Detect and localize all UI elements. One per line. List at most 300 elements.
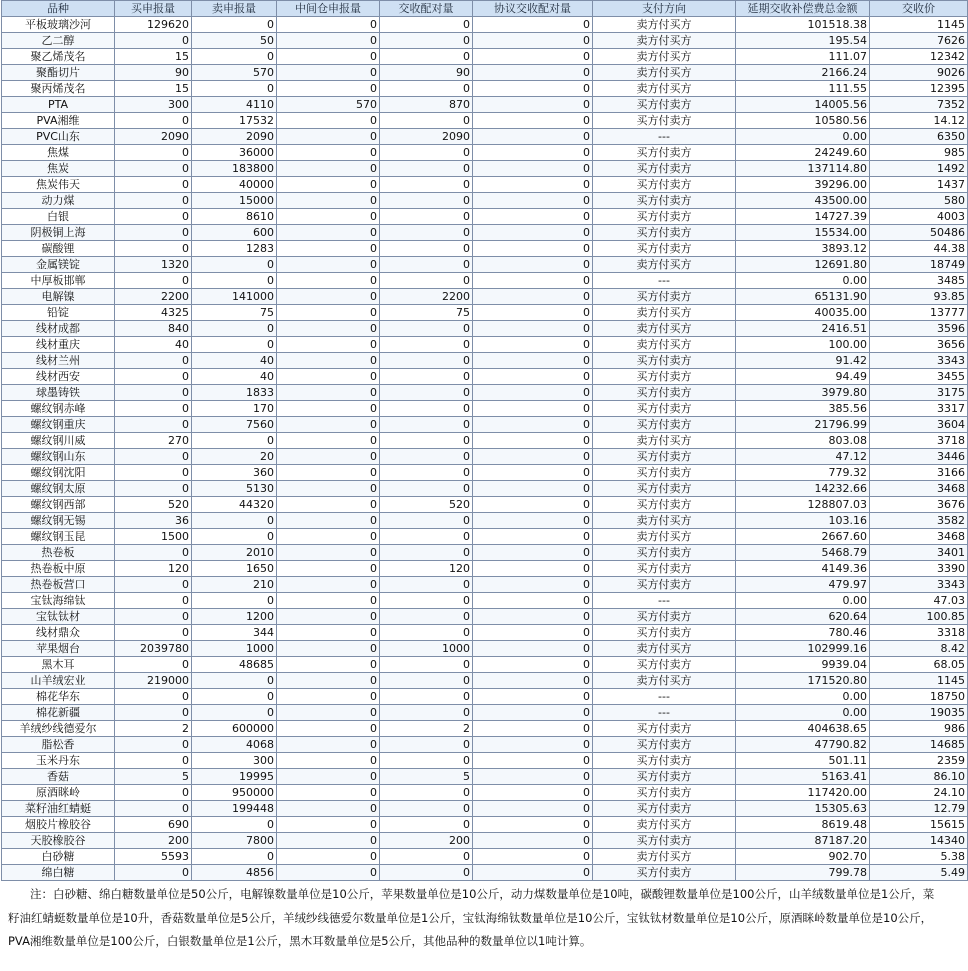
cell-delivery-price: 93.85 bbox=[870, 289, 968, 305]
cell-delivery-matched: 0 bbox=[380, 481, 473, 497]
cell-compensation-total: 40035.00 bbox=[736, 305, 870, 321]
cell-payment-direction: 买方付卖方 bbox=[593, 161, 736, 177]
cell-delivery-price: 3468 bbox=[870, 529, 968, 545]
cell-compensation-total: 0.00 bbox=[736, 705, 870, 721]
cell-intermediate-declared: 0 bbox=[277, 529, 380, 545]
table-row bbox=[2, 849, 968, 865]
cell-delivery-matched: 90 bbox=[380, 65, 473, 81]
cell-delivery-price: 3343 bbox=[870, 353, 968, 369]
cell-delivery-price: 7626 bbox=[870, 33, 968, 49]
cell-buy-declared: 0 bbox=[115, 385, 192, 401]
table-row bbox=[2, 737, 968, 753]
cell-agreement-matched: 0 bbox=[473, 33, 593, 49]
cell-delivery-matched: 0 bbox=[380, 337, 473, 353]
cell-agreement-matched: 0 bbox=[473, 97, 593, 113]
cell-variety: 中厚板邯郸 bbox=[2, 273, 115, 289]
cell-intermediate-declared: 0 bbox=[277, 129, 380, 145]
table-row bbox=[2, 673, 968, 689]
cell-delivery-price: 7352 bbox=[870, 97, 968, 113]
cell-payment-direction: 买方付卖方 bbox=[593, 577, 736, 593]
cell-sell-declared: 7800 bbox=[192, 833, 277, 849]
cell-sell-declared: 170 bbox=[192, 401, 277, 417]
cell-sell-declared: 17532 bbox=[192, 113, 277, 129]
cell-intermediate-declared: 0 bbox=[277, 273, 380, 289]
cell-intermediate-declared: 0 bbox=[277, 433, 380, 449]
cell-intermediate-declared: 0 bbox=[277, 721, 380, 737]
cell-intermediate-declared: 0 bbox=[277, 577, 380, 593]
cell-sell-declared: 0 bbox=[192, 705, 277, 721]
cell-intermediate-declared: 0 bbox=[277, 513, 380, 529]
cell-payment-direction: 卖方付买方 bbox=[593, 673, 736, 689]
cell-buy-declared: 0 bbox=[115, 625, 192, 641]
table-row bbox=[2, 257, 968, 273]
cell-compensation-total: 102999.16 bbox=[736, 641, 870, 657]
cell-payment-direction: 卖方付买方 bbox=[593, 257, 736, 273]
cell-variety: 烟胶片橡胶谷 bbox=[2, 817, 115, 833]
cell-delivery-matched: 0 bbox=[380, 529, 473, 545]
cell-variety: 香菇 bbox=[2, 769, 115, 785]
cell-agreement-matched: 0 bbox=[473, 417, 593, 433]
cell-variety: 线材重庆 bbox=[2, 337, 115, 353]
cell-delivery-price: 3596 bbox=[870, 321, 968, 337]
cell-delivery-matched: 0 bbox=[380, 449, 473, 465]
table-row bbox=[2, 305, 968, 321]
cell-sell-declared: 40 bbox=[192, 353, 277, 369]
cell-payment-direction: 卖方付买方 bbox=[593, 33, 736, 49]
cell-sell-declared: 0 bbox=[192, 257, 277, 273]
cell-delivery-price: 15615 bbox=[870, 817, 968, 833]
cell-intermediate-declared: 0 bbox=[277, 401, 380, 417]
cell-sell-declared: 0 bbox=[192, 321, 277, 337]
cell-variety: 白银 bbox=[2, 209, 115, 225]
cell-delivery-price: 3604 bbox=[870, 417, 968, 433]
cell-buy-declared: 0 bbox=[115, 609, 192, 625]
cell-delivery-price: 3455 bbox=[870, 369, 968, 385]
cell-delivery-price: 3166 bbox=[870, 465, 968, 481]
cell-payment-direction: 卖方付买方 bbox=[593, 529, 736, 545]
cell-delivery-matched: 0 bbox=[380, 785, 473, 801]
cell-buy-declared: 15 bbox=[115, 49, 192, 65]
table-row bbox=[2, 321, 968, 337]
cell-compensation-total: 0.00 bbox=[736, 273, 870, 289]
cell-compensation-total: 9939.04 bbox=[736, 657, 870, 673]
cell-delivery-matched: 520 bbox=[380, 497, 473, 513]
cell-sell-declared: 75 bbox=[192, 305, 277, 321]
cell-agreement-matched: 0 bbox=[473, 401, 593, 417]
cell-compensation-total: 43500.00 bbox=[736, 193, 870, 209]
cell-intermediate-declared: 0 bbox=[277, 769, 380, 785]
cell-delivery-price: 2359 bbox=[870, 753, 968, 769]
cell-sell-declared: 210 bbox=[192, 577, 277, 593]
cell-delivery-price: 19035 bbox=[870, 705, 968, 721]
cell-variety: 棉花新疆 bbox=[2, 705, 115, 721]
cell-compensation-total: 171520.80 bbox=[736, 673, 870, 689]
cell-compensation-total: 803.08 bbox=[736, 433, 870, 449]
cell-sell-declared: 20 bbox=[192, 449, 277, 465]
cell-compensation-total: 0.00 bbox=[736, 593, 870, 609]
cell-agreement-matched: 0 bbox=[473, 785, 593, 801]
table-row bbox=[2, 481, 968, 497]
cell-intermediate-declared: 0 bbox=[277, 161, 380, 177]
table-row bbox=[2, 545, 968, 561]
cell-buy-declared: 90 bbox=[115, 65, 192, 81]
cell-delivery-matched: 0 bbox=[380, 753, 473, 769]
cell-delivery-matched: 0 bbox=[380, 385, 473, 401]
cell-agreement-matched: 0 bbox=[473, 81, 593, 97]
cell-buy-declared: 200 bbox=[115, 833, 192, 849]
cell-sell-declared: 1650 bbox=[192, 561, 277, 577]
cell-payment-direction: 买方付卖方 bbox=[593, 289, 736, 305]
cell-delivery-price: 50486 bbox=[870, 225, 968, 241]
cell-payment-direction: 卖方付买方 bbox=[593, 305, 736, 321]
cell-compensation-total: 65131.90 bbox=[736, 289, 870, 305]
cell-compensation-total: 39296.00 bbox=[736, 177, 870, 193]
cell-sell-declared: 0 bbox=[192, 17, 277, 33]
cell-payment-direction: 买方付卖方 bbox=[593, 657, 736, 673]
cell-compensation-total: 0.00 bbox=[736, 689, 870, 705]
cell-buy-declared: 2 bbox=[115, 721, 192, 737]
cell-sell-declared: 0 bbox=[192, 849, 277, 865]
cell-delivery-matched: 0 bbox=[380, 465, 473, 481]
cell-buy-declared: 520 bbox=[115, 497, 192, 513]
cell-delivery-matched: 0 bbox=[380, 17, 473, 33]
cell-intermediate-declared: 570 bbox=[277, 97, 380, 113]
cell-sell-declared: 0 bbox=[192, 817, 277, 833]
table-row bbox=[2, 513, 968, 529]
cell-delivery-matched: 0 bbox=[380, 705, 473, 721]
cell-delivery-matched: 0 bbox=[380, 737, 473, 753]
cell-sell-declared: 0 bbox=[192, 513, 277, 529]
cell-sell-declared: 300 bbox=[192, 753, 277, 769]
cell-agreement-matched: 0 bbox=[473, 497, 593, 513]
table-row bbox=[2, 705, 968, 721]
cell-delivery-matched: 200 bbox=[380, 833, 473, 849]
cell-buy-declared: 0 bbox=[115, 577, 192, 593]
cell-sell-declared: 0 bbox=[192, 273, 277, 289]
cell-intermediate-declared: 0 bbox=[277, 705, 380, 721]
cell-agreement-matched: 0 bbox=[473, 865, 593, 881]
cell-payment-direction: 买方付卖方 bbox=[593, 113, 736, 129]
cell-variety: 山羊绒宏业 bbox=[2, 673, 115, 689]
cell-delivery-matched: 0 bbox=[380, 177, 473, 193]
table-row bbox=[2, 593, 968, 609]
cell-delivery-price: 1437 bbox=[870, 177, 968, 193]
table-row bbox=[2, 97, 968, 113]
table-row bbox=[2, 609, 968, 625]
cell-sell-declared: 4110 bbox=[192, 97, 277, 113]
table-row bbox=[2, 753, 968, 769]
cell-delivery-price: 3676 bbox=[870, 497, 968, 513]
cell-intermediate-declared: 0 bbox=[277, 625, 380, 641]
cell-payment-direction: 买方付卖方 bbox=[593, 177, 736, 193]
cell-delivery-matched: 0 bbox=[380, 849, 473, 865]
cell-compensation-total: 47.12 bbox=[736, 449, 870, 465]
cell-variety: 阴极铜上海 bbox=[2, 225, 115, 241]
cell-sell-declared: 19995 bbox=[192, 769, 277, 785]
cell-variety: 线材鼎众 bbox=[2, 625, 115, 641]
table-row bbox=[2, 497, 968, 513]
cell-agreement-matched: 0 bbox=[473, 753, 593, 769]
cell-delivery-price: 3343 bbox=[870, 577, 968, 593]
cell-compensation-total: 5163.41 bbox=[736, 769, 870, 785]
table-row bbox=[2, 337, 968, 353]
cell-intermediate-declared: 0 bbox=[277, 417, 380, 433]
cell-buy-declared: 0 bbox=[115, 449, 192, 465]
cell-delivery-price: 985 bbox=[870, 145, 968, 161]
cell-variety: 线材兰州 bbox=[2, 353, 115, 369]
cell-delivery-price: 5.49 bbox=[870, 865, 968, 881]
cell-buy-declared: 0 bbox=[115, 481, 192, 497]
cell-compensation-total: 47790.82 bbox=[736, 737, 870, 753]
table-row bbox=[2, 577, 968, 593]
cell-sell-declared: 0 bbox=[192, 49, 277, 65]
table-body bbox=[2, 17, 968, 881]
cell-buy-declared: 0 bbox=[115, 113, 192, 129]
cell-payment-direction: --- bbox=[593, 689, 736, 705]
cell-agreement-matched: 0 bbox=[473, 337, 593, 353]
table-row bbox=[2, 209, 968, 225]
cell-sell-declared: 40000 bbox=[192, 177, 277, 193]
cell-variety: 聚乙烯茂名 bbox=[2, 49, 115, 65]
table-row bbox=[2, 641, 968, 657]
cell-agreement-matched: 0 bbox=[473, 17, 593, 33]
cell-delivery-matched: 0 bbox=[380, 49, 473, 65]
cell-variety: 动力煤 bbox=[2, 193, 115, 209]
cell-delivery-price: 3175 bbox=[870, 385, 968, 401]
cell-intermediate-declared: 0 bbox=[277, 257, 380, 273]
cell-intermediate-declared: 0 bbox=[277, 193, 380, 209]
cell-agreement-matched: 0 bbox=[473, 385, 593, 401]
cell-delivery-matched: 0 bbox=[380, 209, 473, 225]
cell-variety: 苹果烟台 bbox=[2, 641, 115, 657]
cell-agreement-matched: 0 bbox=[473, 129, 593, 145]
cell-agreement-matched: 0 bbox=[473, 817, 593, 833]
cell-delivery-matched: 0 bbox=[380, 657, 473, 673]
cell-variety: 热卷板营口 bbox=[2, 577, 115, 593]
cell-buy-declared: 219000 bbox=[115, 673, 192, 689]
cell-agreement-matched: 0 bbox=[473, 273, 593, 289]
table-row bbox=[2, 401, 968, 417]
cell-compensation-total: 12691.80 bbox=[736, 257, 870, 273]
cell-payment-direction: 买方付卖方 bbox=[593, 369, 736, 385]
col-header-sell-declared: 卖申报量 bbox=[192, 1, 277, 17]
cell-buy-declared: 690 bbox=[115, 817, 192, 833]
cell-payment-direction: --- bbox=[593, 593, 736, 609]
cell-buy-declared: 0 bbox=[115, 753, 192, 769]
cell-sell-declared: 344 bbox=[192, 625, 277, 641]
cell-payment-direction: 卖方付买方 bbox=[593, 817, 736, 833]
cell-compensation-total: 21796.99 bbox=[736, 417, 870, 433]
cell-agreement-matched: 0 bbox=[473, 49, 593, 65]
cell-intermediate-declared: 0 bbox=[277, 225, 380, 241]
cell-intermediate-declared: 0 bbox=[277, 497, 380, 513]
cell-delivery-price: 3468 bbox=[870, 481, 968, 497]
cell-agreement-matched: 0 bbox=[473, 657, 593, 673]
cell-payment-direction: 卖方付买方 bbox=[593, 81, 736, 97]
cell-agreement-matched: 0 bbox=[473, 241, 593, 257]
cell-compensation-total: 0.00 bbox=[736, 129, 870, 145]
cell-delivery-price: 47.03 bbox=[870, 593, 968, 609]
cell-payment-direction: --- bbox=[593, 273, 736, 289]
cell-delivery-matched: 2200 bbox=[380, 289, 473, 305]
cell-payment-direction: 买方付卖方 bbox=[593, 737, 736, 753]
cell-delivery-price: 18750 bbox=[870, 689, 968, 705]
cell-buy-declared: 1500 bbox=[115, 529, 192, 545]
cell-compensation-total: 94.49 bbox=[736, 369, 870, 385]
cell-payment-direction: 买方付卖方 bbox=[593, 145, 736, 161]
cell-delivery-matched: 0 bbox=[380, 545, 473, 561]
cell-variety: 绵白糖 bbox=[2, 865, 115, 881]
cell-compensation-total: 5468.79 bbox=[736, 545, 870, 561]
cell-intermediate-declared: 0 bbox=[277, 753, 380, 769]
cell-delivery-price: 3401 bbox=[870, 545, 968, 561]
cell-buy-declared: 15 bbox=[115, 81, 192, 97]
cell-agreement-matched: 0 bbox=[473, 673, 593, 689]
cell-intermediate-declared: 0 bbox=[277, 801, 380, 817]
cell-delivery-price: 580 bbox=[870, 193, 968, 209]
cell-sell-declared: 15000 bbox=[192, 193, 277, 209]
cell-buy-declared: 0 bbox=[115, 545, 192, 561]
cell-delivery-price: 9026 bbox=[870, 65, 968, 81]
cell-delivery-matched: 120 bbox=[380, 561, 473, 577]
cell-payment-direction: 卖方付买方 bbox=[593, 513, 736, 529]
cell-agreement-matched: 0 bbox=[473, 113, 593, 129]
cell-delivery-matched: 0 bbox=[380, 353, 473, 369]
cell-delivery-matched: 870 bbox=[380, 97, 473, 113]
cell-variety: 电解镍 bbox=[2, 289, 115, 305]
cell-delivery-matched: 0 bbox=[380, 865, 473, 881]
cell-delivery-matched: 2090 bbox=[380, 129, 473, 145]
cell-agreement-matched: 0 bbox=[473, 849, 593, 865]
cell-buy-declared: 0 bbox=[115, 737, 192, 753]
cell-compensation-total: 137114.80 bbox=[736, 161, 870, 177]
cell-delivery-price: 8.42 bbox=[870, 641, 968, 657]
cell-intermediate-declared: 0 bbox=[277, 833, 380, 849]
col-header-payment-direction: 支付方向 bbox=[593, 1, 736, 17]
cell-variety: 螺纹钢玉昆 bbox=[2, 529, 115, 545]
cell-sell-declared: 199448 bbox=[192, 801, 277, 817]
cell-buy-declared: 0 bbox=[115, 193, 192, 209]
cell-sell-declared: 0 bbox=[192, 529, 277, 545]
cell-intermediate-declared: 0 bbox=[277, 337, 380, 353]
cell-payment-direction: 卖方付买方 bbox=[593, 337, 736, 353]
cell-variety: 螺纹钢太原 bbox=[2, 481, 115, 497]
cell-buy-declared: 300 bbox=[115, 97, 192, 113]
cell-variety: 乙二醇 bbox=[2, 33, 115, 49]
table-row bbox=[2, 225, 968, 241]
cell-delivery-price: 3318 bbox=[870, 625, 968, 641]
cell-delivery-matched: 0 bbox=[380, 401, 473, 417]
col-header-buy-declared: 买申报量 bbox=[115, 1, 192, 17]
cell-delivery-price: 1145 bbox=[870, 673, 968, 689]
cell-buy-declared: 0 bbox=[115, 785, 192, 801]
cell-delivery-matched: 0 bbox=[380, 817, 473, 833]
cell-payment-direction: 买方付卖方 bbox=[593, 209, 736, 225]
cell-buy-declared: 0 bbox=[115, 225, 192, 241]
cell-intermediate-declared: 0 bbox=[277, 65, 380, 81]
cell-delivery-price: 12395 bbox=[870, 81, 968, 97]
cell-delivery-matched: 0 bbox=[380, 161, 473, 177]
cell-delivery-matched: 75 bbox=[380, 305, 473, 321]
cell-delivery-matched: 0 bbox=[380, 81, 473, 97]
cell-buy-declared: 129620 bbox=[115, 17, 192, 33]
cell-delivery-matched: 2 bbox=[380, 721, 473, 737]
table-row bbox=[2, 65, 968, 81]
cell-agreement-matched: 0 bbox=[473, 65, 593, 81]
cell-payment-direction: 买方付卖方 bbox=[593, 385, 736, 401]
cell-sell-declared: 0 bbox=[192, 673, 277, 689]
cell-delivery-price: 13777 bbox=[870, 305, 968, 321]
cell-variety: 宝钛海绵钛 bbox=[2, 593, 115, 609]
cell-intermediate-declared: 0 bbox=[277, 353, 380, 369]
table-row bbox=[2, 49, 968, 65]
cell-delivery-price: 3446 bbox=[870, 449, 968, 465]
col-header-agreement-matched: 协议交收配对量 bbox=[473, 1, 593, 17]
cell-delivery-matched: 0 bbox=[380, 433, 473, 449]
table-row bbox=[2, 785, 968, 801]
cell-compensation-total: 87187.20 bbox=[736, 833, 870, 849]
cell-payment-direction: 卖方付买方 bbox=[593, 49, 736, 65]
cell-buy-declared: 0 bbox=[115, 177, 192, 193]
cell-compensation-total: 4149.36 bbox=[736, 561, 870, 577]
cell-compensation-total: 15305.63 bbox=[736, 801, 870, 817]
col-header-variety: 品种 bbox=[2, 1, 115, 17]
cell-variety: 棉花华东 bbox=[2, 689, 115, 705]
cell-agreement-matched: 0 bbox=[473, 257, 593, 273]
cell-agreement-matched: 0 bbox=[473, 705, 593, 721]
cell-delivery-price: 6350 bbox=[870, 129, 968, 145]
cell-intermediate-declared: 0 bbox=[277, 657, 380, 673]
col-header-delivery-price: 交收价 bbox=[870, 1, 968, 17]
cell-intermediate-declared: 0 bbox=[277, 609, 380, 625]
cell-compensation-total: 620.64 bbox=[736, 609, 870, 625]
cell-sell-declared: 600 bbox=[192, 225, 277, 241]
cell-buy-declared: 40 bbox=[115, 337, 192, 353]
cell-delivery-price: 12.79 bbox=[870, 801, 968, 817]
cell-buy-declared: 270 bbox=[115, 433, 192, 449]
cell-agreement-matched: 0 bbox=[473, 145, 593, 161]
cell-buy-declared: 0 bbox=[115, 145, 192, 161]
cell-payment-direction: 买方付卖方 bbox=[593, 401, 736, 417]
cell-intermediate-declared: 0 bbox=[277, 849, 380, 865]
cell-payment-direction: 买方付卖方 bbox=[593, 561, 736, 577]
cell-buy-declared: 0 bbox=[115, 865, 192, 881]
cell-payment-direction: 买方付卖方 bbox=[593, 353, 736, 369]
cell-delivery-price: 14.12 bbox=[870, 113, 968, 129]
table-row bbox=[2, 369, 968, 385]
cell-intermediate-declared: 0 bbox=[277, 545, 380, 561]
cell-variety: 天胶橡胶谷 bbox=[2, 833, 115, 849]
cell-variety: 玉米丹东 bbox=[2, 753, 115, 769]
cell-agreement-matched: 0 bbox=[473, 369, 593, 385]
cell-compensation-total: 10580.56 bbox=[736, 113, 870, 129]
table-row bbox=[2, 289, 968, 305]
cell-variety: 碳酸锂 bbox=[2, 241, 115, 257]
cell-delivery-matched: 0 bbox=[380, 145, 473, 161]
cell-buy-declared: 1320 bbox=[115, 257, 192, 273]
cell-payment-direction: --- bbox=[593, 705, 736, 721]
cell-agreement-matched: 0 bbox=[473, 225, 593, 241]
cell-compensation-total: 2166.24 bbox=[736, 65, 870, 81]
cell-compensation-total: 501.11 bbox=[736, 753, 870, 769]
cell-compensation-total: 14232.66 bbox=[736, 481, 870, 497]
cell-intermediate-declared: 0 bbox=[277, 33, 380, 49]
cell-compensation-total: 14727.39 bbox=[736, 209, 870, 225]
cell-delivery-price: 86.10 bbox=[870, 769, 968, 785]
cell-sell-declared: 0 bbox=[192, 337, 277, 353]
cell-intermediate-declared: 0 bbox=[277, 305, 380, 321]
cell-variety: 球墨铸铁 bbox=[2, 385, 115, 401]
